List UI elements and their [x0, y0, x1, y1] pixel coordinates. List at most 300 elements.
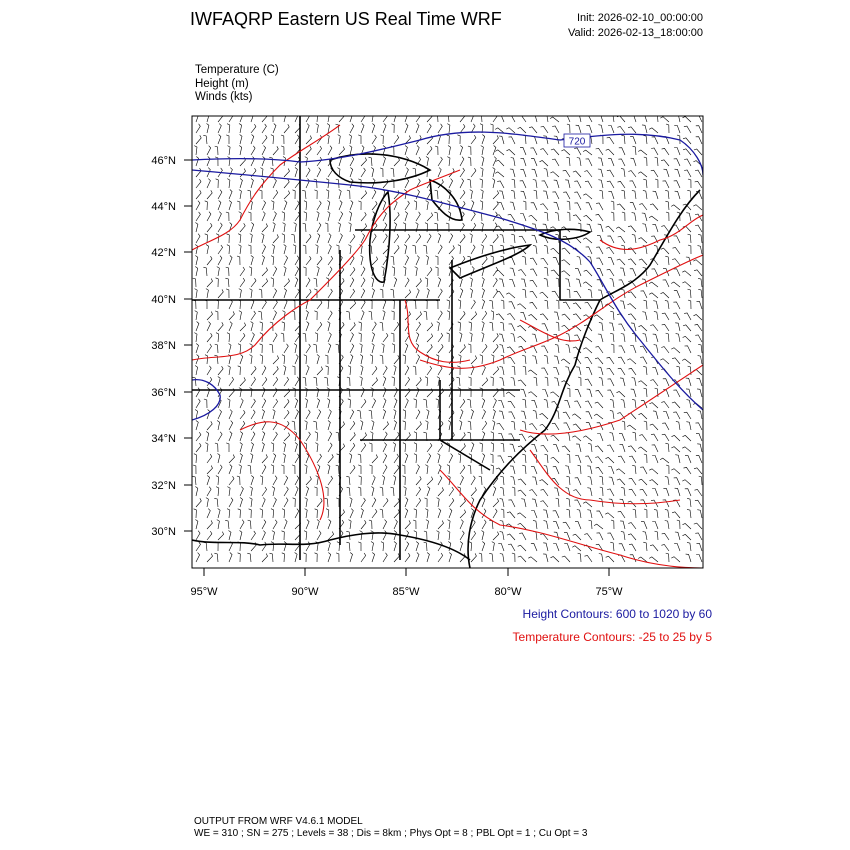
wind-barb [649, 216, 658, 221]
wind-barb [251, 223, 254, 233]
wind-barb [552, 192, 559, 199]
wind-barb [206, 498, 209, 507]
wind-barb [541, 445, 548, 452]
wind-barb [675, 169, 681, 177]
wind-barb [641, 291, 648, 298]
wind-barb [610, 311, 614, 320]
wind-barb [512, 179, 515, 188]
wind-barb [695, 181, 702, 188]
wind-barb [650, 545, 658, 551]
wind-barb [194, 333, 197, 342]
wind-barb [284, 344, 288, 353]
wind-barb [564, 423, 571, 430]
wind-barb [638, 381, 647, 386]
wind-barb [682, 359, 691, 364]
wind-barb [249, 509, 252, 518]
wind-barb [361, 443, 366, 452]
wind-barb [671, 469, 680, 474]
wind-barb [273, 212, 276, 221]
wind-barb [497, 291, 504, 298]
wind-barb [239, 124, 242, 134]
wind-barb [317, 267, 319, 277]
wind-barb [416, 388, 419, 398]
wind-barb [347, 377, 350, 386]
wind-barb [550, 172, 559, 177]
wind-barb [543, 554, 548, 562]
wind-barb [521, 191, 526, 199]
wind-barb [394, 113, 396, 123]
wind-barb [584, 215, 593, 221]
wind-barb [316, 388, 318, 398]
wind-barb [628, 523, 636, 529]
wind-barb [405, 399, 408, 408]
wind-barb [382, 267, 385, 276]
wind-barb [654, 345, 658, 353]
wind-barb [193, 278, 196, 287]
wind-barb [663, 379, 669, 386]
wind-barb [196, 344, 199, 354]
wind-barb [383, 454, 387, 463]
wind-barb [271, 278, 274, 287]
wind-barb [521, 499, 526, 507]
map-title: IWFAQRP Eastern US Real Time WRF [190, 9, 502, 29]
wind-barb [350, 421, 355, 430]
wind-barb [438, 245, 442, 254]
wind-barb [583, 194, 592, 199]
wind-barb [490, 124, 493, 133]
wind-barb [217, 267, 220, 276]
lat-tick-label: 36°N [151, 387, 176, 399]
wind-barb [665, 476, 669, 485]
wind-barb [638, 447, 647, 452]
wind-barb [567, 454, 570, 463]
wind-barb [203, 542, 207, 551]
wind-barb [687, 190, 691, 199]
wind-barb [682, 282, 691, 287]
wind-barb [492, 421, 495, 431]
wind-barb [350, 301, 356, 310]
wind-barb [649, 557, 658, 562]
wind-barb [522, 454, 526, 463]
wind-barb [383, 124, 386, 134]
wind-barb [642, 125, 647, 133]
wind-barb [250, 498, 253, 507]
wind-barb [328, 476, 333, 485]
wind-barb [218, 532, 224, 540]
wind-barb [350, 410, 354, 419]
wind-barb [607, 236, 614, 243]
wind-barb [403, 410, 406, 419]
wind-barb [251, 300, 254, 310]
wind-barb [229, 322, 232, 331]
wind-barb [628, 446, 636, 452]
wind-barb [273, 311, 277, 320]
wind-barb [416, 212, 420, 221]
wind-barb [371, 531, 374, 540]
wind-barb [544, 521, 549, 529]
wind-barb [195, 487, 198, 497]
lat-tick-label: 38°N [151, 340, 176, 352]
wind-barb [585, 556, 593, 563]
wind-barb [392, 377, 395, 386]
wind-barb [470, 234, 473, 243]
wind-barb [394, 135, 399, 144]
wind-barb [694, 270, 702, 276]
wind-barb [671, 557, 680, 562]
wind-barb [482, 256, 487, 265]
wind-barb [520, 181, 526, 188]
wind-barb [427, 124, 431, 133]
wind-barb [350, 146, 352, 156]
wind-barb [195, 267, 198, 277]
wind-barb [596, 467, 603, 474]
wind-barb [574, 291, 581, 298]
wind-barb [642, 213, 647, 221]
wind-barb [240, 323, 246, 331]
wind-barb [284, 201, 287, 211]
wind-barb [394, 366, 396, 376]
wind-barb [416, 377, 421, 386]
wind-barb [576, 125, 581, 133]
wind-barb [438, 311, 442, 320]
wind-barb [493, 113, 498, 122]
wind-barb [196, 168, 201, 177]
wind-barb [471, 267, 474, 277]
wind-barb [282, 234, 285, 243]
wind-barb [533, 180, 537, 189]
wind-barb [416, 146, 419, 156]
wind-barb [506, 293, 515, 298]
wind-barb [316, 476, 319, 485]
wind-barb [195, 256, 198, 266]
wind-barb [619, 148, 625, 155]
wind-barb [403, 267, 406, 276]
wind-barb [240, 333, 245, 342]
wind-barb [529, 127, 537, 133]
wind-barb [674, 269, 680, 276]
wind-barb [617, 392, 626, 398]
wind-barb [541, 258, 548, 265]
wind-barb [196, 212, 200, 221]
wind-barb [414, 201, 417, 210]
wind-barb [438, 366, 442, 375]
wind-barb [633, 146, 637, 155]
wind-barb [262, 399, 266, 408]
wind-barb [672, 435, 681, 441]
wind-barb [391, 311, 394, 320]
wind-barb [438, 542, 442, 551]
wind-barb [589, 520, 593, 529]
wind-barb [562, 556, 570, 562]
wind-barb [458, 388, 461, 397]
wind-barb [652, 522, 658, 530]
wind-barb [238, 300, 241, 309]
wind-barb [512, 366, 515, 375]
wind-barb [216, 278, 219, 287]
wind-barb [361, 553, 366, 562]
wind-barb [566, 476, 570, 485]
wind-barb [574, 500, 581, 507]
wind-barb [435, 146, 438, 155]
wind-barb [482, 531, 484, 541]
wind-barb [272, 531, 275, 540]
wind-barb [336, 344, 339, 353]
wind-barb [260, 322, 263, 331]
wind-barb [644, 454, 647, 463]
wind-barb [437, 322, 440, 331]
wind-barb [607, 181, 614, 188]
wind-barb [665, 201, 669, 210]
wind-barb [552, 423, 559, 430]
wind-barb [508, 401, 515, 408]
wind-barb [196, 399, 200, 408]
wind-barb [671, 282, 680, 287]
wind-barb [696, 456, 702, 463]
wind-barb [447, 124, 450, 133]
wind-barb [567, 212, 570, 221]
wind-barb [196, 498, 201, 507]
wind-barb [271, 542, 274, 551]
wind-barb [262, 388, 265, 398]
wind-barb [587, 389, 592, 397]
wind-barb [273, 410, 275, 420]
wind-barb [467, 179, 471, 188]
wind-barb [218, 289, 223, 298]
wind-barb [272, 487, 275, 497]
wind-barb [284, 179, 289, 188]
wind-barb [665, 300, 669, 309]
wind-barb [585, 456, 592, 463]
wind-barb [447, 531, 450, 540]
wind-barb [328, 443, 332, 452]
wind-barb [229, 553, 232, 563]
wind-barb [550, 392, 559, 397]
wind-barb [207, 476, 210, 486]
wind-barb [460, 234, 465, 243]
wind-barb [284, 191, 290, 199]
wind-barb [696, 126, 702, 133]
wind-barb [229, 256, 232, 266]
wind-barb [350, 201, 353, 211]
wind-barb [292, 465, 295, 474]
wind-barb [491, 465, 494, 474]
wind-barb [291, 234, 295, 243]
wind-barb [471, 553, 476, 562]
wind-barb [566, 345, 570, 354]
wind-barb [683, 149, 691, 155]
wind-barb [697, 444, 702, 452]
wind-barb [237, 201, 240, 210]
wind-barb [260, 509, 263, 518]
wind-barb [218, 245, 223, 254]
wind-barb [698, 356, 702, 364]
wind-barb [325, 487, 328, 496]
wind-barb [639, 204, 647, 210]
wind-barb [284, 498, 288, 507]
wind-barb [482, 157, 484, 167]
wind-barb [306, 311, 308, 321]
wind-barb [553, 258, 559, 265]
wind-barb [449, 553, 452, 563]
wind-barb [405, 157, 408, 166]
wind-barb [427, 366, 432, 375]
wind-barb [482, 520, 486, 529]
wind-barb [348, 399, 351, 408]
wind-barb [369, 443, 372, 452]
wind-barb [666, 333, 669, 342]
wind-barb [661, 545, 669, 552]
wind-barb [306, 168, 310, 177]
wind-barb [676, 334, 680, 342]
wind-barb [380, 322, 383, 331]
wind-barb [447, 311, 450, 320]
wind-barb [327, 201, 329, 211]
wind-barb [492, 542, 495, 551]
wind-barb [403, 421, 406, 430]
wind-barb [350, 124, 354, 133]
wind-barb [383, 212, 386, 221]
wind-barb [262, 377, 267, 386]
wind-barb [512, 487, 515, 496]
wind-barb [683, 325, 691, 331]
wind-barb [218, 465, 222, 474]
wind-barb [481, 245, 484, 254]
wind-barb [251, 157, 255, 166]
wind-barb [350, 234, 355, 243]
wind-barb [534, 377, 537, 386]
wind-barb [522, 289, 526, 298]
wind-barb [511, 421, 515, 430]
wind-barb [520, 312, 526, 320]
wind-barb [239, 465, 242, 474]
wind-barb [250, 388, 253, 397]
wind-barb [617, 204, 625, 210]
wind-barb [493, 410, 495, 420]
wind-barb [519, 533, 526, 540]
wind-barb [240, 410, 245, 419]
wind-barb [361, 421, 363, 431]
wind-barb [518, 336, 526, 342]
wind-barb [229, 455, 235, 464]
wind-barb [229, 531, 232, 541]
wind-barb [621, 135, 625, 144]
height-contour-label: 720 [568, 136, 586, 148]
wind-barb [228, 146, 231, 155]
wind-barb [262, 124, 266, 133]
wind-barb [262, 135, 267, 144]
wind-barb [566, 157, 570, 166]
wind-barb [567, 201, 570, 210]
wind-barb [619, 434, 625, 441]
wind-barb [600, 135, 603, 144]
wind-barb [533, 531, 537, 540]
wind-barb [638, 238, 647, 243]
wind-barb [416, 553, 419, 563]
wind-barb [229, 344, 231, 354]
wind-barb [554, 202, 559, 210]
wind-barb [394, 245, 399, 254]
wind-barb [372, 257, 378, 265]
wind-barb [629, 544, 636, 551]
wind-barb [585, 379, 592, 386]
wind-barb [227, 234, 230, 243]
height-contours-legend: Height Contours: 600 to 1020 by 60 [522, 607, 712, 621]
wind-barb [529, 315, 538, 321]
wind-barb [595, 446, 603, 452]
wind-barb [649, 293, 658, 298]
wind-barb [339, 190, 341, 200]
wind-barb [207, 190, 212, 199]
wind-barb [662, 423, 669, 430]
wind-barb [542, 390, 548, 398]
wind-barb [284, 487, 288, 496]
wind-barb [574, 192, 581, 199]
wind-barb [437, 377, 440, 386]
wind-barb [403, 443, 406, 452]
wind-barb [328, 553, 331, 563]
wind-barb [606, 226, 614, 232]
wind-barb [598, 125, 603, 133]
wind-barb [531, 159, 537, 166]
wind-barb [482, 234, 487, 243]
wind-barb [372, 498, 376, 507]
wind-barb [471, 443, 474, 453]
wind-barb [654, 509, 658, 518]
wind-barb [361, 124, 364, 134]
wind-barb [317, 520, 319, 530]
wind-barb [349, 223, 352, 232]
wind-barb [218, 212, 221, 221]
wind-barb [380, 487, 383, 496]
wind-barb [304, 355, 307, 364]
wind-barb [227, 399, 230, 408]
wind-barb [674, 148, 680, 156]
wind-barb [671, 447, 680, 452]
wind-barb [491, 311, 494, 320]
wind-barb [597, 434, 603, 442]
wind-barb [259, 289, 262, 298]
wind-barb [295, 553, 298, 563]
wind-barb [554, 180, 559, 188]
wind-barb [460, 146, 463, 156]
wind-barb [361, 399, 366, 408]
wind-barb [372, 399, 376, 408]
wind-barb [205, 355, 208, 364]
wind-barb [273, 520, 277, 529]
wind-barb [459, 355, 462, 364]
wind-barb [425, 465, 428, 474]
wind-barb [543, 510, 548, 518]
wind-barb [270, 553, 274, 562]
wind-barb [493, 399, 496, 408]
wind-barb [371, 542, 374, 552]
wind-barb [573, 215, 581, 221]
wind-barb [501, 300, 504, 309]
wind-barb [585, 401, 592, 408]
wind-barb [293, 388, 296, 397]
wind-barb [531, 203, 537, 210]
wind-barb [284, 279, 290, 288]
wind-barb [196, 190, 201, 199]
wind-barb [617, 116, 625, 122]
wind-barb [660, 458, 669, 463]
wind-barb [460, 289, 463, 299]
wind-barb [314, 377, 318, 386]
wind-barb [227, 487, 230, 496]
wind-barb [238, 234, 241, 243]
footer-model: OUTPUT FROM WRF V4.6.1 MODEL [194, 816, 363, 827]
wind-barb [206, 289, 209, 298]
